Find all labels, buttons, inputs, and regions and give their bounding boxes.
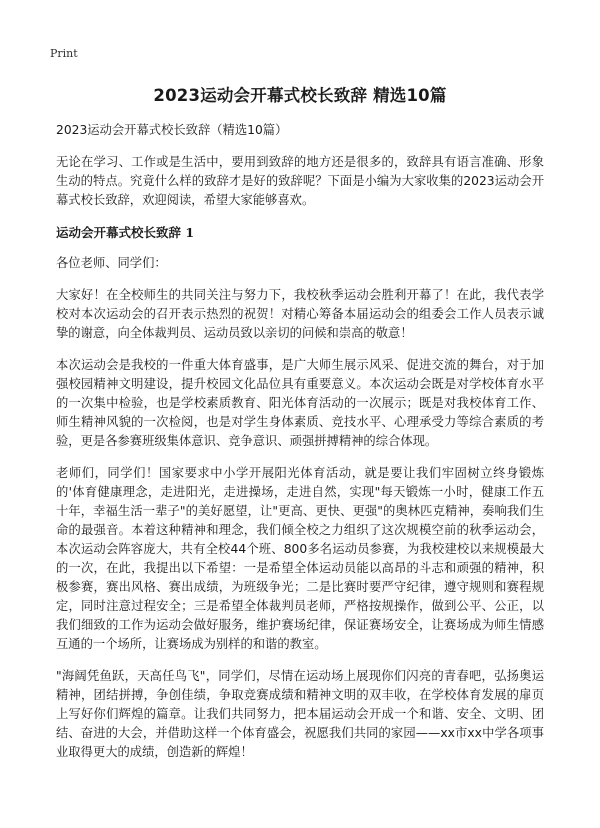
section-heading: 运动会开幕式校长致辞 1 [56,225,195,240]
salutation: 各位老师、同学们： [56,256,167,270]
document-body [56,121,544,775]
body-paragraph: 大家好！在全校师生的共同关注与努力下，我校秋季运动会胜利开幕了！在此，我代表学校对本次运动会的召开表示热烈的祝贺！对精心筹备本届运动会的组委会工作人员表示诚挚的谢意，向全体裁判员、运动员致以亲切的问候和崇高的敬意！ [56,288,544,340]
body-paragraph: 本次运动会是我校的一件重大体育盛事，是广大师生展示风采、促进交流的舞台，对于加强校园精神文明建设，提升校园文化品位具有重要意义。本次运动会既是对学校体育水平的一次集中检验，也是学校素质教育、阳光体育活动的一次展示；既是对我校体育工作、师生精神风貌的一次检阅，也是对学生身体素质、竞技水平、心理承受力等综合素质的考验，更是各参赛班级集体意识、竞争意识、顽强拼搏精神的综合体现。 [56,358,544,448]
print-label: Print [50,47,78,60]
body-paragraph: "海阔凭鱼跃，天高任鸟飞"，同学们，尽情在运动场上展现你们闪亮的青春吧，弘扬奥运精神，团结拼搏，争创佳绩，争取竞赛成绩和精神文明的双丰收，在学校体育发展的扉页上写好你们辉煌的篇章。让我们共同努力，把本届运动会开成一个和谐、安全、文明、团结、奋进的大会，并借助这样一个体育盛会，祝愿我们共同的家园——xx市xx中学各项事业取得更大的成绩，创造新的辉煌！ [56,669,544,759]
document-subtitle: 2023运动会开幕式校长致辞（精选10篇） [56,123,288,137]
document-title: 2023运动会开幕式校长致辞 精选10篇 [153,86,447,105]
intro-paragraph: 无论在学习、工作或是生活中，要用到致辞的地方还是很多的，致辞具有语言准确、形象生动的特点。究竟什么样的致辞才是好的致辞呢？下面是小编为大家收集的2023运动会开幕式校长致辞，欢迎阅读，希望大家能够喜欢。 [56,155,544,207]
body-paragraph: 老师们，同学们！国家要求中小学开展阳光体育活动，就是要让我们牢固树立终身锻炼的'体育健康理念，走进阳光，走进操场，走进自然，实现"每天锻炼一小时，健康工作五十年，幸福生活一辈子"的美好愿望，让"更高、更快、更强"的奥林匹克精神，奏响我们生命的最强音。本着这种精神和理念，我们倾全校之力组织了这次规模空前的秋季运动会，本次运动会阵容庞大，共有全校44个班、800多名运动员参赛，为我校建校以来规模最大的一次，在此，我提出以下希望：一是希望全体运动员能以高昂的斗志和顽强的精神，积极参赛，赛出风格、赛出成绩，为班级争光；二是比赛时要严守纪律，遵守规则和赛程规定，同时注意过程安全；三是希望全体裁判员老师，严格按规操作，做到公平、公正，以我们细致的工作为运动会做好服务，维护赛场纪律，保证赛场安全，让赛场成为师生情感互通的一个场所，让赛场成为别样的和谐的教室。 [56,466,544,651]
